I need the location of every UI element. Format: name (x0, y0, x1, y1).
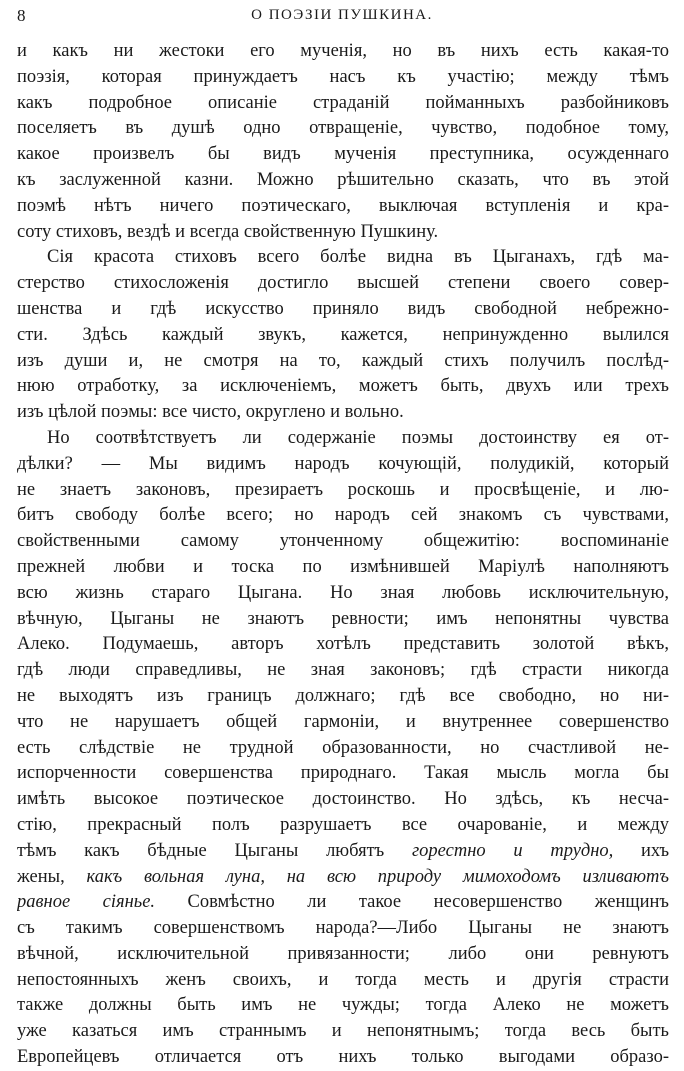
page-number: 8 (17, 6, 26, 25)
running-title: О ПОЭЗІИ ПУШКИНА. (251, 7, 433, 23)
text-line: испорченности совершенства природнаго. Такая мысль могла бы (17, 763, 669, 784)
text-line: уже казаться имъ страннымъ и непонятнымъ; тогда весь быть (17, 1021, 669, 1042)
text-line: Европейцевъ отличается отъ нихъ только выгодами образо- (17, 1047, 669, 1068)
text-line: всю жизнь стараго Цыгана. Но зная любовь исключительную, (17, 582, 669, 603)
text-line: къ заслуженной казни. Можно рѣшительно сказать, что въ этой (17, 169, 669, 190)
text-line: Сія красота стиховъ всего болѣе видна въ Цыганахъ, гдѣ ма- (47, 247, 669, 268)
text-line: свойственными самому утонченному общежитію: воспоминаніе (17, 531, 669, 552)
text-run: Совмѣстно ли такое несовершенство женщинъ (155, 892, 669, 913)
text-line (17, 839, 669, 865)
text-line: поэмѣ нѣтъ ничего поэтическаго, выключая вступленія и кра- (17, 195, 669, 216)
text-run: тѣмъ какъ бѣдные Цыганы любятъ (17, 840, 412, 861)
text-line: сти. Здѣсь каждый звукъ, кажется, непринужденно вылился (17, 324, 669, 345)
page-header (17, 6, 667, 28)
italic-phrase: какъ вольная луна, на всю природу мимоходомъ изливаютъ (86, 866, 669, 887)
text-line: не знаетъ законовъ, презираетъ роскошь и просвѣщеніе, и лю- (17, 479, 669, 500)
text-line: съ такимъ совершенствомъ народа?—Либо Цыганы не знаютъ (17, 918, 669, 939)
text-line: гдѣ люди справедливы, не зная законовъ; гдѣ страсти никогда (17, 660, 669, 681)
text-line: прежней любви и тоска по измѣнившей Маріулѣ наполняютъ (17, 556, 669, 577)
text-line: шенства и гдѣ искусство приняло видъ свободной небрежно- (17, 298, 669, 319)
text-line: изъ души и, не смотря на то, каждый стихъ получилъ послѣд- (17, 350, 669, 371)
text-run: ихъ (613, 840, 669, 861)
text-line: какое произвелъ бы видъ мученія преступника, осужденнаго (17, 144, 669, 165)
text-line: поэзія, которая принуждаетъ насъ къ участію; между тѣмъ (17, 66, 669, 87)
text-line: Но соотвѣтствуетъ ли содержаніе поэмы достоинству ея от- (47, 427, 669, 448)
italic-phrase: равное сіянье. (17, 892, 156, 913)
page-body (17, 39, 669, 1071)
text-line: что не нарушаетъ общей гармоніи, и внутреннее совершенство (17, 711, 669, 732)
text-line (17, 890, 669, 916)
text-line: вѣчной, исключительной привязанности; либо они ревнуютъ (17, 943, 669, 964)
italic-phrase: горестно и трудно, (411, 840, 614, 861)
text-line: какъ подробное описаніе страданій пойманныхъ разбойниковъ (17, 92, 669, 113)
text-line: стію, прекрасный полъ разрушаетъ все очарованіе, и между (17, 814, 669, 835)
text-line: соту стиховъ, вездѣ и всегда свойственную Пушкину. (17, 221, 439, 242)
text-line: непостоянныхъ женъ своихъ, и тогда месть и другія страсти (17, 969, 669, 990)
text-line: имѣть высокое поэтическое достоинство. Но здѣсь, къ несча- (17, 789, 669, 810)
text-line: изъ цѣлой поэмы: все чисто, округлено и вольно. (17, 402, 404, 423)
paragraph-1 (17, 39, 669, 245)
text-line: не выходятъ изъ границъ должнаго; гдѣ все свободно, но ни- (17, 685, 669, 706)
text-line: есть слѣдствіе не трудной образованности, но счастливой не- (17, 737, 669, 758)
text-line: и какъ ни жестоки его мученія, но въ нихъ есть какая-то (17, 41, 669, 61)
text-line (17, 865, 669, 891)
text-line: Алеко. Подумаешь, авторъ хотѣлъ представить золотой вѣкъ, (17, 634, 669, 655)
text-line: нюю отработку, за исключеніемъ, можетъ быть, двухъ или трехъ (17, 376, 669, 397)
text-run: жены, (17, 866, 87, 887)
text-line: поселяетъ въ душѣ одно отвращеніе, чувство, подобное тому, (17, 118, 669, 139)
paragraph-2 (17, 245, 669, 426)
text-line: вѣчную, Цыганы не знаютъ ревности; имъ непонятны чувства (17, 608, 669, 629)
text-line: также должны быть имъ не чужды; тогда Алеко не можетъ (17, 995, 669, 1016)
text-line: стерство стихосложенія достигло высшей степени своего совер- (17, 273, 669, 294)
text-line: битъ свободу болѣе всего; но народъ сей знакомъ съ чувствами, (17, 505, 669, 526)
text-line: дѣлки? — Мы видимъ народъ кочующій, полудикій, который (17, 453, 669, 474)
paragraph-3 (17, 426, 669, 1071)
